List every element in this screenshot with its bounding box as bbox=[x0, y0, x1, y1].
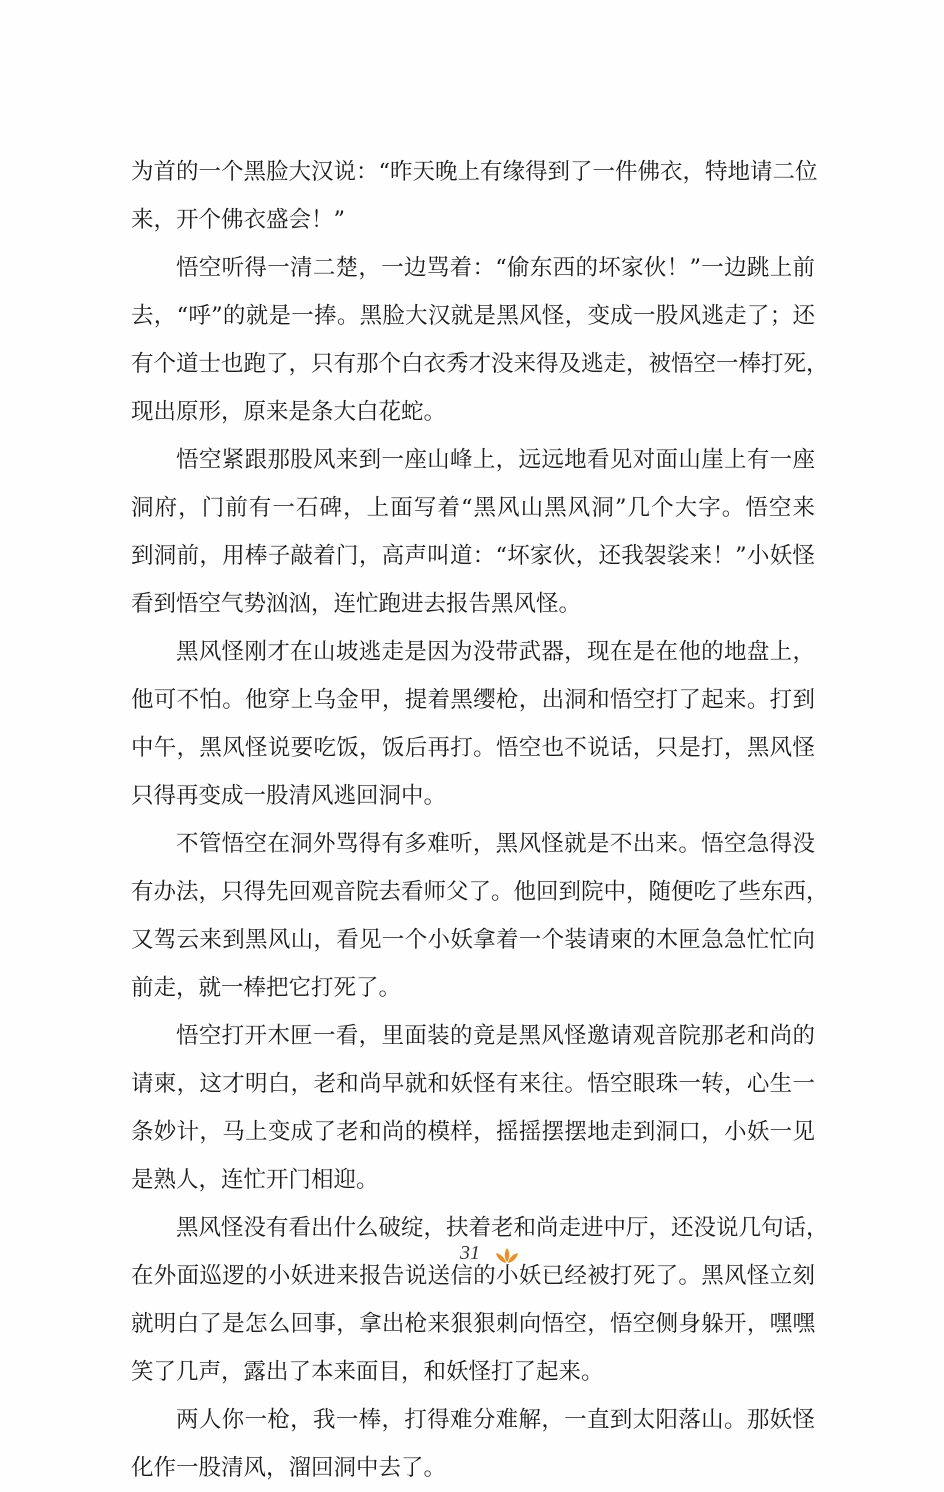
body-text bbox=[131, 148, 829, 1492]
text-line: 不管悟空在洞外骂得有多难听，黑风怪就是不出来。悟空急得没 bbox=[176, 831, 815, 857]
text-line: 笑了几声，露出了本来面目，和妖怪打了起来。 bbox=[131, 1359, 604, 1385]
text-line: 是熟人，连忙开门相迎。 bbox=[131, 1167, 379, 1193]
text-line: 到洞前，用棒子敲着门，高声叫道：“坏家伙，还我袈裟来！”小妖怪 bbox=[131, 543, 815, 569]
text-line: 在外面巡逻的小妖进来报告说送信的小妖已经被打死了。黑风怪立刻 bbox=[131, 1263, 815, 1289]
text-line: 他可不怕。他穿上乌金甲，提着黑缨枪，出洞和悟空打了起来。打到 bbox=[131, 687, 815, 713]
page-footer bbox=[0, 1236, 944, 1276]
text-line: 化作一股清风，溜回洞中去了。 bbox=[131, 1455, 447, 1481]
text-line: 就明白了是怎么回事，拿出枪来狠狠刺向悟空，悟空侧身躲开，嘿嘿 bbox=[131, 1311, 815, 1337]
text-line: 去，“呼”的就是一捧。黑脸大汉就是黑风怪，变成一股风逃走了；还 bbox=[131, 303, 815, 329]
text-line: 悟空听得一清二楚，一边骂着：“偷东西的坏家伙！”一边跳上前 bbox=[176, 255, 815, 281]
text-line: 悟空紧跟那股风来到一座山峰上，远远地看见对面山崖上有一座 bbox=[176, 447, 815, 473]
text-line: 悟空打开木匣一看，里面装的竟是黑风怪邀请观音院那老和尚的 bbox=[176, 1023, 815, 1049]
text-line: 现出原形，原来是条大白花蛇。 bbox=[131, 399, 447, 425]
flower-icon bbox=[495, 1246, 519, 1266]
text-line: 条妙计，马上变成了老和尚的模样，摇摇摆摆地走到洞口，小妖一见 bbox=[131, 1119, 815, 1145]
text-line: 来，开个佛衣盛会！” bbox=[131, 207, 346, 233]
text-line: 中午，黑风怪说要吃饭，饭后再打。悟空也不说话，只是打，黑风怪 bbox=[131, 735, 815, 761]
page-number: 31 bbox=[460, 1242, 480, 1264]
text-line: 洞府，门前有一石碑，上面写着“黑风山黑风洞”几个大字。悟空来 bbox=[131, 495, 815, 521]
text-line: 只得再变成一股清风逃回洞中。 bbox=[131, 783, 447, 809]
text-line: 两人你一枪，我一棒，打得难分难解，一直到太阳落山。那妖怪 bbox=[176, 1407, 815, 1433]
text-line: 黑风怪没有看出什么破绽，扶着老和尚走进中厅，还没说几句话， bbox=[176, 1215, 829, 1241]
text-line: 有办法，只得先回观音院去看师父了。他回到院中，随便吃了些东西， bbox=[131, 879, 829, 905]
text-line: 有个道士也跑了，只有那个白衣秀才没来得及逃走，被悟空一棒打死， bbox=[131, 351, 829, 377]
text-line: 又驾云来到黑风山，看见一个小妖拿着一个装请柬的木匣急急忙忙向 bbox=[131, 927, 815, 953]
text-line: 为首的一个黑脸大汉说：“昨天晚上有缘得到了一件佛衣，特地请二位 bbox=[131, 159, 818, 185]
text-line: 看到悟空气势汹汹，连忙跑进去报告黑风怪。 bbox=[131, 591, 582, 617]
text-line: 前走，就一棒把它打死了。 bbox=[131, 975, 402, 1001]
text-line: 黑风怪刚才在山坡逃走是因为没带武器，现在是在他的地盘上， bbox=[176, 639, 815, 665]
text-line: 请柬，这才明白，老和尚早就和妖怪有来往。悟空眼珠一转，心生一 bbox=[131, 1071, 815, 1097]
